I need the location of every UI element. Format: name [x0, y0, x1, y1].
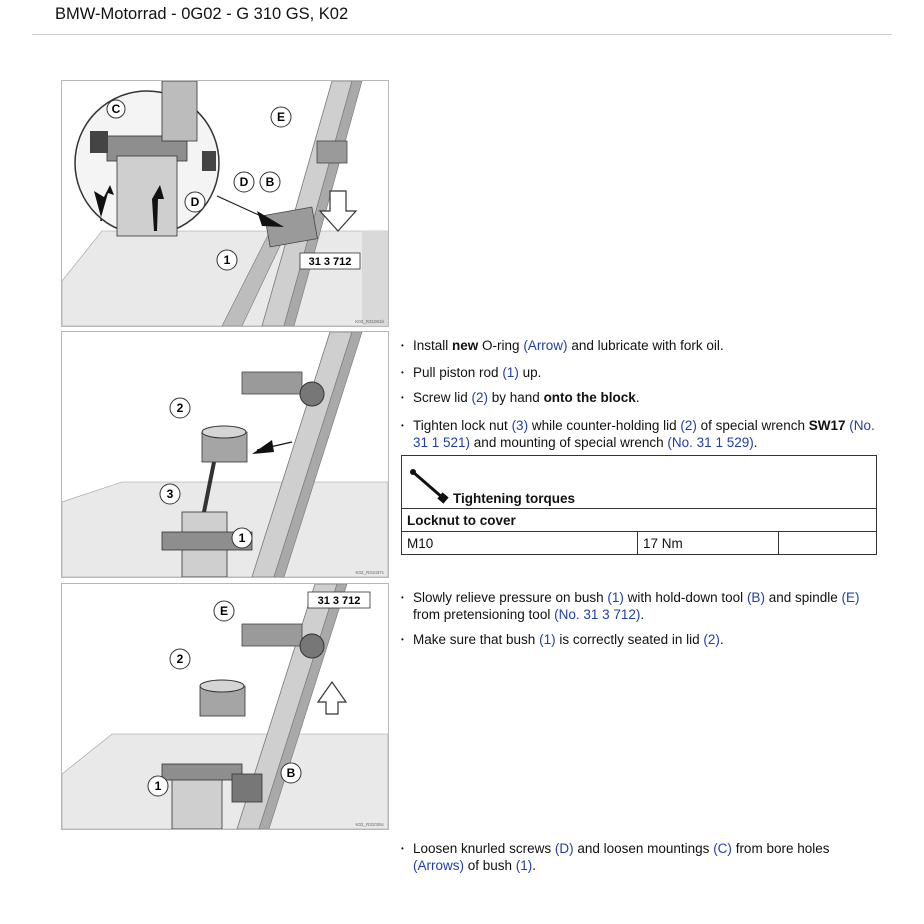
fig1-tool-number: 31 3 712 — [308, 256, 352, 268]
fig1-label-b: B — [265, 175, 275, 189]
bullet: • — [401, 368, 404, 377]
torque-value: 17 Nm — [638, 532, 779, 555]
torque-table-header — [402, 456, 877, 509]
fig1-reference: K02_R31061b — [355, 319, 384, 324]
figure-2 — [61, 331, 389, 578]
fig1-label-1: 1 — [223, 253, 231, 267]
link-arrow[interactable]: (Arrow) — [523, 338, 568, 353]
fig3-label-e: E — [219, 604, 229, 618]
table-row — [402, 532, 877, 555]
fig1-label-d-top: D — [239, 175, 249, 189]
header-divider — [32, 34, 892, 35]
bullet: • — [401, 593, 404, 602]
link-tool-31-3-712[interactable]: (No. 31 3 712) — [554, 606, 641, 622]
figure-2-illustration — [62, 332, 388, 577]
torque-table-title: Tightening torques — [453, 491, 575, 506]
fig2-label-2: 2 — [176, 401, 184, 415]
fig1-label-e: E — [276, 110, 286, 124]
fig1-label-c: C — [111, 102, 121, 116]
fig3-label-b: B — [286, 766, 296, 780]
link-1[interactable]: (1) — [539, 632, 556, 647]
fig3-reference: K02_R31026c — [355, 822, 384, 827]
link-2[interactable]: (2) — [703, 632, 720, 647]
fig1-label-d: D — [190, 195, 200, 209]
link-arrows[interactable]: (Arrows) — [413, 857, 464, 873]
torque-thread: M10 — [402, 532, 638, 555]
figure-1 — [61, 80, 389, 327]
link-1[interactable]: (1) — [502, 365, 519, 380]
document-header: BMW-Motorrad - 0G02 - G 310 GS, K02 — [55, 5, 349, 23]
link-e[interactable]: (E) — [841, 590, 860, 605]
fig2-reference: K02_R31037c — [355, 570, 384, 575]
bullet: • — [401, 421, 404, 430]
link-tool-31-1-529[interactable]: (No. 31 1 529) — [667, 434, 754, 450]
link-1[interactable]: (1) — [607, 590, 624, 605]
torque-wrench-icon — [407, 466, 451, 506]
link-2[interactable]: (2) — [680, 418, 697, 433]
figure-1-illustration — [62, 81, 388, 326]
link-tool-31-1-521[interactable]: (No. 31 1 521) — [413, 418, 875, 450]
step-tighten-lock-nut: • Tighten lock nut (3) while counter-holding lid (2) of special wrench SW17 (No. 31 1 521) and mounting of special wrench (No. 31 1 529). — [401, 418, 875, 450]
step-install-o-ring: • Install new O-ring (Arrow) and lubricate with fork oil. — [401, 338, 724, 353]
fig3-tool-number: 31 3 712 — [317, 595, 361, 607]
step-screw-lid: • Screw lid (2) by hand onto the block. — [401, 390, 640, 405]
fig3-label-1: 1 — [154, 779, 162, 793]
bullet: • — [401, 635, 404, 644]
fig3-label-2: 2 — [176, 652, 184, 666]
link-2[interactable]: (2) — [471, 390, 489, 405]
bullet: • — [401, 341, 404, 350]
link-1[interactable]: (1) — [515, 857, 533, 873]
figure-3 — [61, 583, 389, 830]
link-3[interactable]: (3) — [511, 418, 529, 433]
link-c[interactable]: (C) — [713, 841, 732, 856]
bullet: • — [401, 393, 404, 402]
fig2-label-1: 1 — [238, 531, 246, 545]
torque-note — [779, 532, 877, 555]
torque-section: Locknut to cover — [402, 509, 877, 532]
bullet: • — [401, 844, 404, 853]
step-check-bush-seated: • Make sure that bush (1) is correctly seated in lid (2). — [401, 632, 724, 647]
link-d[interactable]: (D) — [554, 841, 574, 856]
step-relieve-pressure: • Slowly relieve pressure on bush (1) with hold-down tool (B) and spindle (E) from pretensioning tool (No. 31 3 712). — [401, 590, 860, 622]
torque-table — [401, 455, 877, 555]
figure-3-illustration — [62, 584, 388, 829]
step-pull-piston-rod: • Pull piston rod (1) up. — [401, 365, 542, 380]
link-b[interactable]: (B) — [746, 590, 765, 605]
fig2-label-3: 3 — [166, 487, 174, 501]
step-loosen-knurled-screws: • Loosen knurled screws (D) and loosen mountings (C) from bore holes (Arrows) of bush (1). — [401, 841, 830, 873]
